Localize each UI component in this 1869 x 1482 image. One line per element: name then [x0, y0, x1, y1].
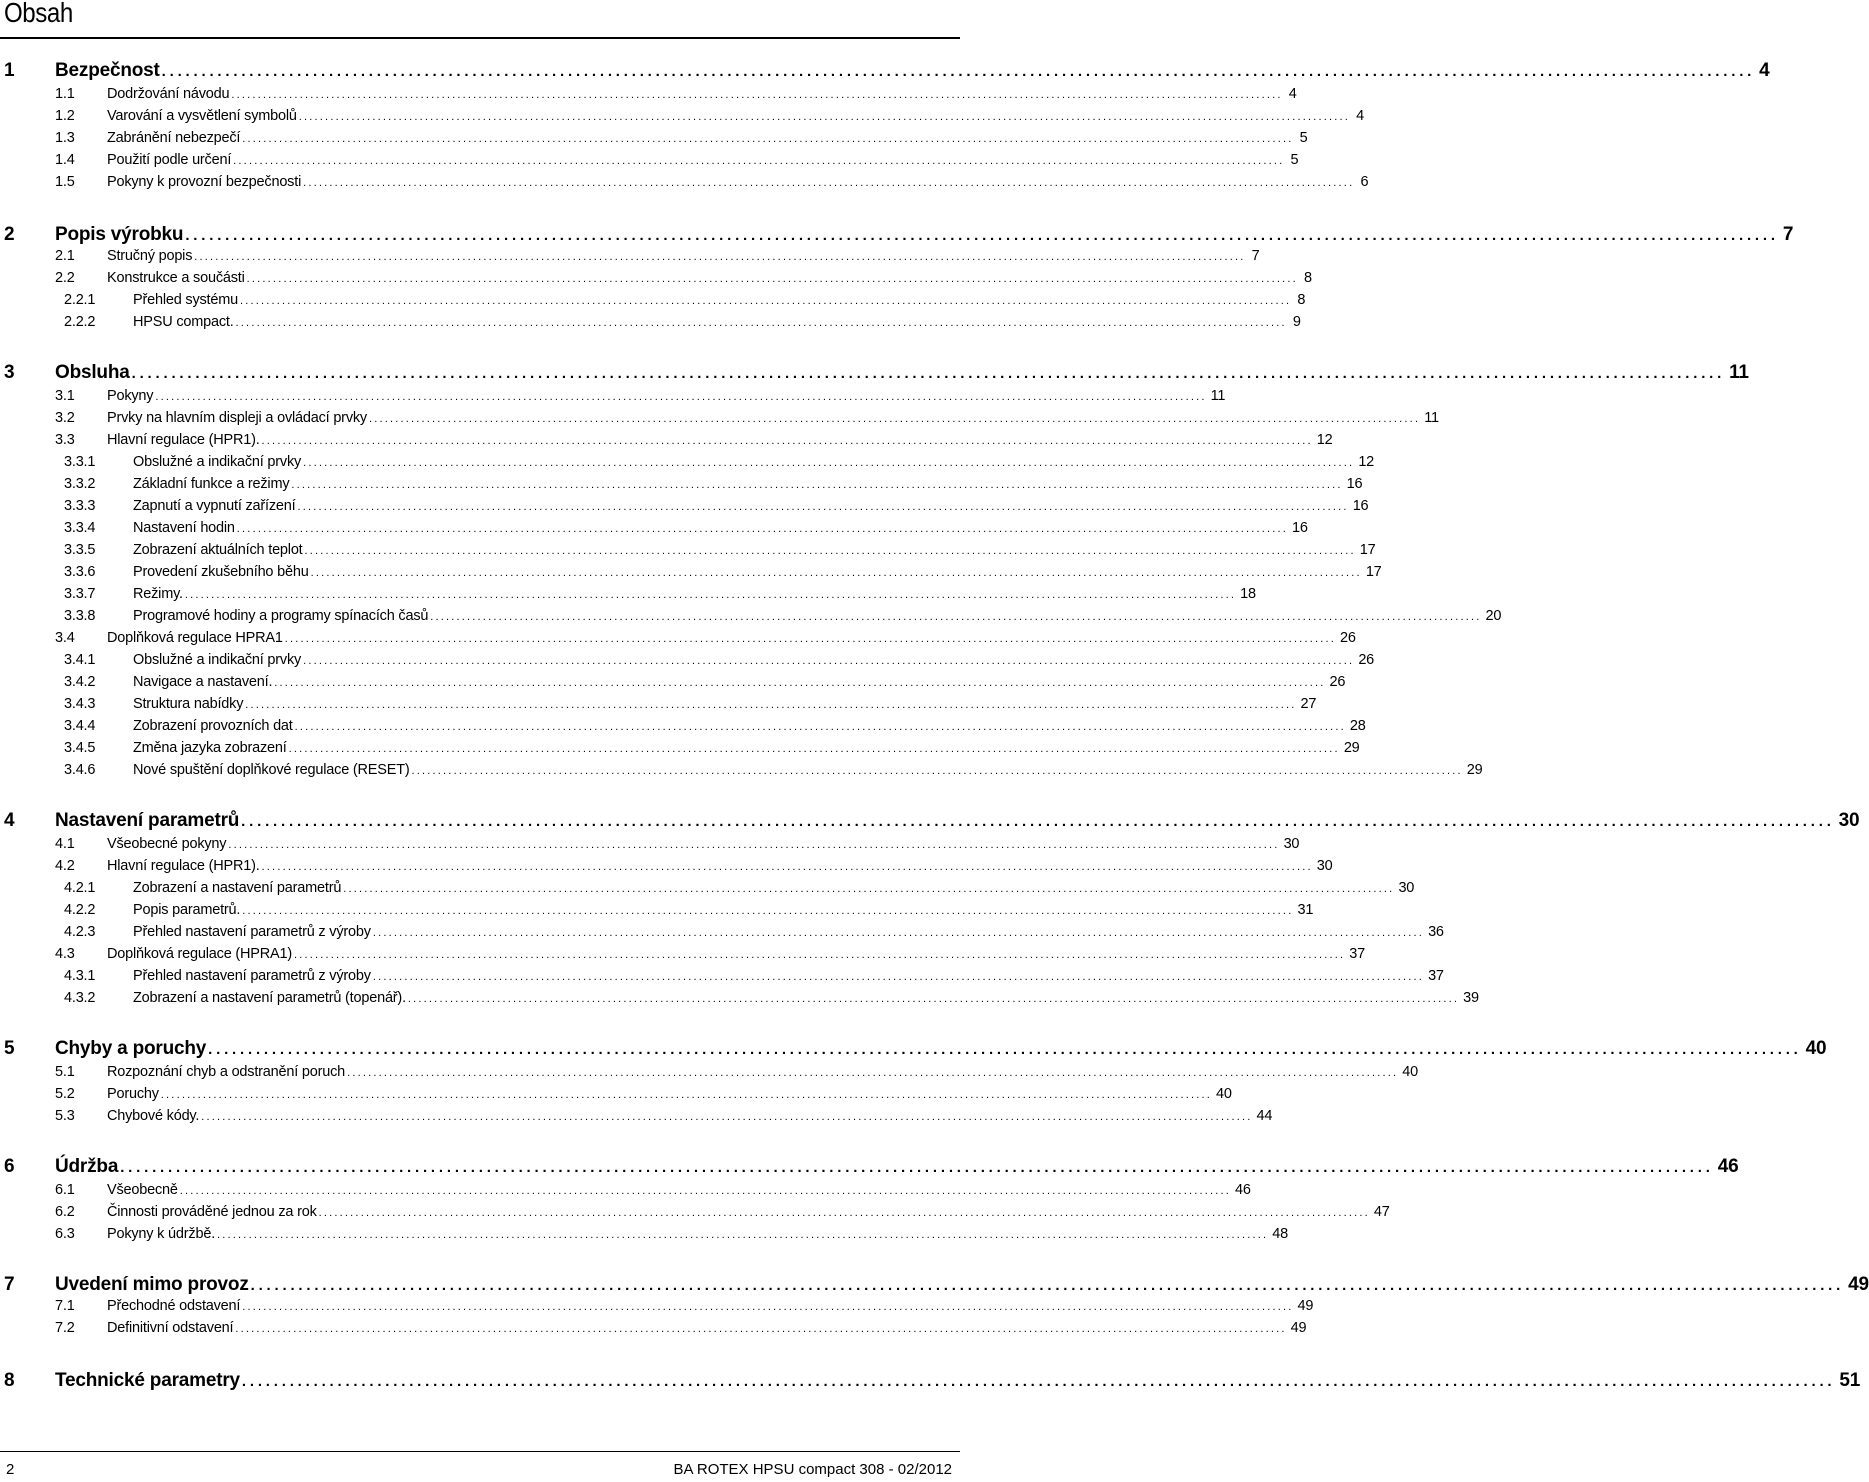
toc-entry-page: 49 [1848, 1274, 1869, 1295]
toc-leader-dots: ........................................................................................................................................................................................................ [303, 177, 1355, 189]
toc-entry-title: Všeobecné pokyny [107, 836, 227, 852]
toc-entry-title: Všeobecně [107, 1182, 178, 1198]
toc-entry-number: 3.4 [55, 630, 75, 646]
toc-entry-number: 7.1 [55, 1298, 75, 1314]
toc-entry-number: 5.2 [55, 1086, 75, 1102]
toc-leader-dots: ........................................................................................................................................................................................................ [235, 317, 1287, 329]
toc-entry-number: 4.3.1 [64, 968, 96, 984]
toc-section [0, 1182, 1251, 1204]
toc-subsection [0, 740, 1360, 762]
toc-entry-page: 30 [1283, 836, 1300, 852]
toc-entry-title: Popis výrobku [55, 224, 184, 245]
toc-subsection [0, 990, 1479, 1012]
toc-entry-title: Chyby a poruchy [55, 1038, 207, 1059]
toc-subsection [0, 498, 1369, 520]
toc-entry-title: Zobrazení aktuálních teplot [133, 542, 303, 558]
toc-subsection [0, 542, 1376, 564]
toc-leader-dots: ........................................................................................................................................................................................................ [120, 1159, 1714, 1176]
toc-entry-page: 40 [1402, 1064, 1419, 1080]
toc-entry-title: Použití podle určení [107, 152, 232, 168]
toc-entry-title: Zobrazení a nastavení parametrů [133, 880, 342, 896]
toc-entry-title: Zapnutí a vypnutí zařízení [133, 498, 296, 514]
toc-leader-dots: ........................................................................................................................................................................................................ [303, 655, 1355, 667]
toc-entry-page: 11 [1729, 362, 1749, 383]
toc-leader-dots: ........................................................................................................................................................................................................ [261, 861, 1313, 873]
toc-entry-number: 3.3.7 [64, 586, 96, 602]
toc-entry-number: 3.3.8 [64, 608, 96, 624]
toc-entry-title: Struktura nabídky [133, 696, 244, 712]
toc-entry-number: 4.3.2 [64, 990, 96, 1006]
toc-leader-dots: ........................................................................................................................................................................................................ [303, 457, 1355, 469]
toc-entry-title: Přechodné odstavení [107, 1298, 241, 1314]
toc-entry-page: 7 [1782, 224, 1794, 245]
toc-entry-number: 6.3 [55, 1226, 75, 1242]
toc-entry-page: 49 [1297, 1298, 1314, 1314]
toc-entry-number: 1.2 [55, 108, 75, 124]
footer-document-id: BA ROTEX HPSU compact 308 - 02/2012 [673, 1461, 952, 1478]
toc-section [0, 248, 1260, 270]
toc-entry-number: 3.2 [55, 410, 75, 426]
toc-entry-title: Konstrukce a součásti [107, 270, 245, 286]
toc-entry-number: 3 [4, 362, 15, 383]
toc-leader-dots: ........................................................................................................................................................................................................ [304, 545, 1356, 557]
toc-entry-page: 16 [1346, 476, 1363, 492]
toc-entry-title: Popis parametrů. [133, 902, 241, 918]
toc-entry-number: 4.3 [55, 946, 75, 962]
toc-entry-page: 11 [1424, 410, 1439, 426]
toc-entry-number: 3.3.6 [64, 564, 96, 580]
toc-subsection [0, 314, 1301, 336]
toc-chapter [0, 362, 1749, 386]
toc-leader-dots: ........................................................................................................................................................................................................ [250, 1277, 1845, 1294]
footer-rule [0, 1451, 960, 1452]
toc-subsection [0, 586, 1256, 608]
toc-leader-dots: ........................................................................................................................................................................................................ [235, 1323, 1287, 1335]
toc-entry-title: Pokyny [107, 388, 154, 404]
toc-section [0, 108, 1365, 130]
toc-leader-dots: ........................................................................................................................................................................................................ [411, 765, 1463, 777]
toc-leader-dots: ........................................................................................................................................................................................................ [160, 1089, 1213, 1101]
toc-entry-title: Rozpoznání chyb a odstranění poruch [107, 1064, 346, 1080]
toc-entry-page: 12 [1358, 454, 1375, 470]
toc-subsection [0, 608, 1502, 630]
toc-leader-dots: ........................................................................................................................................................................................................ [242, 133, 1294, 145]
toc-leader-dots: ........................................................................................................................................................................................................ [274, 677, 1326, 689]
toc-entry-page: 46 [1235, 1182, 1251, 1198]
toc-entry-title: Nastavení parametrů [55, 810, 240, 831]
toc-section [0, 1064, 1419, 1086]
toc-subsection [0, 880, 1415, 902]
toc-leader-dots: ........................................................................................................................................................................................................ [407, 993, 1460, 1005]
toc-entry-page: 20 [1485, 608, 1502, 624]
toc-leader-dots: ........................................................................................................................................................................................................ [294, 949, 1346, 961]
toc-entry-number: 4.2.1 [64, 880, 96, 896]
toc-entry-page: 17 [1359, 542, 1376, 558]
toc-entry-page: 9 [1292, 314, 1301, 330]
toc-chapter [0, 1274, 1869, 1298]
toc-leader-dots: ........................................................................................................................................................................................................ [284, 633, 1336, 645]
toc-entry-number: 1 [4, 60, 15, 81]
toc-entry-number: 2 [4, 224, 15, 245]
toc-subsection [0, 924, 1444, 946]
toc-entry-number: 3.4.1 [64, 652, 96, 668]
toc-subsection [0, 292, 1306, 314]
toc-entry-title: Režimy. [133, 586, 183, 602]
toc-entry-page: 40 [1216, 1086, 1232, 1102]
toc-entry-title: Údržba [55, 1156, 119, 1177]
toc-entry-number: 3.4.2 [64, 674, 96, 690]
toc-entry-page: 49 [1290, 1320, 1307, 1336]
toc-entry-title: Pokyny k provozní bezpečnosti [107, 174, 302, 190]
toc-entry-title: Obsluha [55, 362, 130, 383]
toc-chapter [0, 1370, 1861, 1394]
toc-entry-page: 37 [1349, 946, 1365, 962]
toc-entry-number: 3.4.4 [64, 718, 96, 734]
toc-chapter [0, 224, 1794, 248]
toc-subsection [0, 968, 1444, 990]
toc-leader-dots: ........................................................................................................................................................................................................ [155, 391, 1207, 403]
toc-entry-page: 46 [1717, 1156, 1739, 1177]
toc-entry-page: 29 [1343, 740, 1360, 756]
toc-section [0, 388, 1226, 410]
toc-entry-title: Činnosti prováděné jednou za rok [107, 1204, 317, 1220]
toc-entry-title: Nové spuštění doplňkové regulace (RESET) [133, 762, 410, 778]
toc-leader-dots: ........................................................................................................................................................................................................ [236, 523, 1289, 535]
toc-subsection [0, 762, 1483, 784]
toc-entry-page: 7 [1251, 248, 1260, 264]
toc-entry-page: 4 [1356, 108, 1365, 124]
toc-chapter [0, 1156, 1739, 1180]
toc-entry-title: Přehled systému [133, 292, 238, 308]
toc-leader-dots: ........................................................................................................................................................................................................ [161, 63, 1756, 80]
toc-entry-number: 3.3.2 [64, 476, 96, 492]
toc-entry-number: 6.1 [55, 1182, 75, 1198]
page-title: Obsah [4, 0, 73, 28]
toc-leader-dots: ........................................................................................................................................................................................................ [242, 1301, 1294, 1313]
toc-entry-number: 3.3.3 [64, 498, 96, 514]
toc-entry-number: 5.1 [55, 1064, 75, 1080]
toc-entry-title: Přehled nastavení parametrů z výroby [133, 924, 371, 940]
toc-entry-number: 3.3.4 [64, 520, 96, 536]
toc-subsection [0, 564, 1382, 586]
toc-leader-dots: ........................................................................................................................................................................................................ [297, 501, 1349, 513]
toc-entry-title: Obslužné a indikační prvky [133, 454, 302, 470]
toc-entry-title: HPSU compact. [133, 314, 234, 330]
toc-leader-dots: ........................................................................................................................................................................................................ [245, 699, 1297, 711]
toc-entry-title: Varování a vysvětlení symbolů [107, 108, 297, 124]
toc-leader-dots: ........................................................................................................................................................................................................ [217, 1229, 1269, 1241]
toc-entry-page: 4 [1759, 60, 1770, 81]
toc-leader-dots: ........................................................................................................................................................................................................ [228, 839, 1280, 851]
toc-entry-page: 48 [1272, 1226, 1288, 1242]
toc-entry-title: Dodržování návodu [107, 86, 230, 102]
toc-section [0, 1204, 1390, 1226]
toc-leader-dots: ........................................................................................................................................................................................................ [298, 111, 1351, 123]
toc-entry-number: 1.4 [55, 152, 75, 168]
toc-entry-number: 2.2.1 [64, 292, 96, 308]
toc-entry-page: 30 [1398, 880, 1415, 896]
toc-entry-number: 4.1 [55, 836, 75, 852]
toc-leader-dots: ........................................................................................................................................................................................................ [372, 927, 1425, 939]
toc-entry-number: 1.1 [55, 86, 75, 102]
toc-entry-title: Technické parametry [55, 1370, 240, 1391]
toc-leader-dots: ........................................................................................................................................................................................................ [208, 1041, 1802, 1058]
toc-entry-title: Obslužné a indikační prvky [133, 652, 302, 668]
toc-leader-dots: ........................................................................................................................................................................................................ [368, 413, 1421, 425]
toc-entry-title: Bezpečnost [55, 60, 160, 81]
toc-entry-title: Hlavní regulace (HPR1). [107, 858, 260, 874]
toc-entry-number: 2.2.2 [64, 314, 96, 330]
toc-leader-dots: ........................................................................................................................................................................................................ [241, 1373, 1836, 1390]
toc-entry-page: 30 [1838, 810, 1860, 831]
toc-subsection [0, 902, 1314, 924]
toc-entry-number: 7.2 [55, 1320, 75, 1336]
toc-entry-title: Prvky na hlavním displeji a ovládací prvky [107, 410, 367, 426]
toc-section [0, 946, 1365, 968]
toc-entry-title: Programové hodiny a programy spínacích časů [133, 608, 429, 624]
toc-entry-title: Zobrazení a nastavení parametrů (topenář). [133, 990, 406, 1006]
footer-page-number: 2 [6, 1461, 15, 1478]
toc-entry-title: Provedení zkušebního běhu [133, 564, 309, 580]
toc-leader-dots: ........................................................................................................................................................................................................ [291, 479, 1343, 491]
toc-entry-page: 29 [1466, 762, 1483, 778]
toc-entry-page: 26 [1358, 652, 1375, 668]
toc-leader-dots: ........................................................................................................................................................................................................ [343, 883, 1395, 895]
toc-entry-title: Nastavení hodin [133, 520, 235, 536]
toc-leader-dots: ........................................................................................................................................................................................................ [179, 1185, 1231, 1197]
toc-section [0, 130, 1308, 152]
toc-entry-number: 5 [4, 1038, 15, 1059]
toc-entry-number: 7 [4, 1274, 15, 1295]
toc-entry-number: 8 [4, 1370, 15, 1391]
toc-entry-page: 5 [1290, 152, 1299, 168]
toc-entry-page: 28 [1349, 718, 1366, 734]
toc-subsection [0, 652, 1375, 674]
toc-entry-page: 47 [1373, 1204, 1390, 1220]
toc-section [0, 1086, 1232, 1108]
toc-entry-title: Hlavní regulace (HPR1). [107, 432, 260, 448]
toc-entry-page: 31 [1297, 902, 1314, 918]
toc-leader-dots: ........................................................................................................................................................................................................ [261, 435, 1313, 447]
toc-entry-page: 37 [1428, 968, 1444, 984]
toc-entry-number: 4.2 [55, 858, 75, 874]
toc-entry-page: 8 [1304, 270, 1312, 286]
toc-entry-title: Doplňková regulace HPRA1 [107, 630, 283, 646]
toc-entry-title: Změna jazyka zobrazení [133, 740, 287, 756]
toc-leader-dots: ........................................................................................................................................................................................................ [318, 1207, 1370, 1219]
toc-entry-page: 17 [1365, 564, 1382, 580]
toc-entry-title: Chybové kódy. [107, 1108, 200, 1124]
toc-entry-page: 12 [1316, 432, 1333, 448]
toc-leader-dots: ........................................................................................................................................................................................................ [201, 1111, 1253, 1123]
toc-section [0, 152, 1299, 174]
toc-entry-page: 26 [1329, 674, 1346, 690]
toc-entry-title: Poruchy [107, 1086, 159, 1102]
toc-entry-number: 4 [4, 810, 15, 831]
toc-entry-page: 6 [1360, 174, 1369, 190]
toc-entry-title: Zobrazení provozních dat [133, 718, 293, 734]
toc-entry-page: 5 [1299, 130, 1308, 146]
toc-entry-number: 3.4.6 [64, 762, 96, 778]
toc-section [0, 1298, 1314, 1320]
toc-entry-title: Základní funkce a režimy [133, 476, 290, 492]
toc-entry-number: 6 [4, 1156, 15, 1177]
toc-chapter [0, 810, 1860, 834]
toc-entry-number: 3.3.5 [64, 542, 96, 558]
toc-section [0, 858, 1333, 880]
toc-entry-page: 8 [1297, 292, 1306, 308]
toc-entry-title: Navigace a nastavení. [133, 674, 273, 690]
toc-entry-page: 39 [1463, 990, 1479, 1006]
toc-leader-dots: ........................................................................................................................................................................................................ [294, 721, 1346, 733]
toc-entry-number: 5.3 [55, 1108, 75, 1124]
toc-entry-number: 3.3 [55, 432, 75, 448]
toc-entry-page: 40 [1805, 1038, 1827, 1059]
toc-entry-number: 1.3 [55, 130, 75, 146]
toc-entry-page: 30 [1316, 858, 1333, 874]
toc-entry-page: 51 [1839, 1370, 1861, 1391]
toc-leader-dots: ........................................................................................................................................................................................................ [185, 227, 1779, 244]
toc-entry-number: 4.2.3 [64, 924, 96, 940]
toc-leader-dots: ........................................................................................................................................................................................................ [231, 89, 1283, 101]
toc-subsection [0, 696, 1317, 718]
toc-section [0, 836, 1300, 858]
toc-entry-page: 4 [1288, 86, 1297, 102]
toc-leader-dots: ........................................................................................................................................................................................................ [233, 155, 1285, 167]
toc-leader-dots: ........................................................................................................................................................................................................ [310, 567, 1362, 579]
toc-entry-number: 3.4.3 [64, 696, 96, 712]
toc-entry-title: Pokyny k údržbě. [107, 1226, 216, 1242]
toc-leader-dots: ........................................................................................................................................................................................................ [246, 273, 1298, 285]
toc-chapter [0, 60, 1770, 84]
toc-entry-title: Zabránění nebezpečí [107, 130, 241, 146]
toc-leader-dots: ........................................................................................................................................................................................................ [194, 251, 1246, 263]
toc-subsection [0, 718, 1366, 740]
toc-section [0, 1226, 1288, 1248]
toc-chapter [0, 1038, 1827, 1062]
toc-leader-dots: ........................................................................................................................................................................................................ [240, 295, 1292, 307]
toc-section [0, 86, 1297, 108]
toc-section [0, 270, 1312, 292]
toc-section [0, 174, 1369, 196]
toc-subsection [0, 520, 1308, 542]
toc-entry-title: Definitivní odstavení [107, 1320, 234, 1336]
toc-leader-dots: ........................................................................................................................................................................................................ [131, 365, 1726, 382]
toc-entry-title: Stručný popis [107, 248, 193, 264]
toc-entry-page: 18 [1240, 586, 1256, 602]
toc-entry-page: 16 [1352, 498, 1369, 514]
toc-entry-page: 11 [1210, 388, 1226, 404]
toc-leader-dots: ........................................................................................................................................................................................................ [347, 1067, 1399, 1079]
toc-leader-dots: ........................................................................................................................................................................................................ [372, 971, 1425, 983]
toc-entry-page: 36 [1428, 924, 1444, 940]
toc-entry-page: 44 [1256, 1108, 1273, 1124]
toc-section [0, 630, 1356, 652]
toc-subsection [0, 476, 1363, 498]
toc-entry-number: 6.2 [55, 1204, 75, 1220]
toc-leader-dots: ........................................................................................................................................................................................................ [242, 905, 1294, 917]
toc-entry-number: 3.1 [55, 388, 75, 404]
toc-entry-number: 3.4.5 [64, 740, 96, 756]
toc-entry-title: Doplňková regulace (HPRA1) [107, 946, 292, 962]
toc-entry-number: 1.5 [55, 174, 75, 190]
toc-section [0, 1108, 1273, 1130]
toc-section [0, 1320, 1307, 1342]
toc-entry-number: 3.3.1 [64, 454, 96, 470]
toc-leader-dots: ........................................................................................................................................................................................................ [241, 813, 1835, 830]
toc-entry-title: Uvedení mimo provoz [55, 1274, 249, 1295]
toc-entry-title: Přehled nastavení parametrů z výroby [133, 968, 371, 984]
toc-entry-number: 2.1 [55, 248, 75, 264]
toc-entry-page: 16 [1292, 520, 1308, 536]
toc-subsection [0, 674, 1346, 696]
toc-leader-dots: ........................................................................................................................................................................................................ [288, 743, 1340, 755]
toc-entry-page: 27 [1300, 696, 1317, 712]
toc-leader-dots: ........................................................................................................................................................................................................ [184, 589, 1237, 601]
toc-entry-page: 26 [1339, 630, 1356, 646]
toc-section [0, 410, 1439, 432]
toc-section [0, 432, 1333, 454]
toc-leader-dots: ........................................................................................................................................................................................................ [430, 611, 1482, 623]
toc-entry-number: 4.2.2 [64, 902, 96, 918]
toc-subsection [0, 454, 1375, 476]
toc-entry-number: 2.2 [55, 270, 75, 286]
